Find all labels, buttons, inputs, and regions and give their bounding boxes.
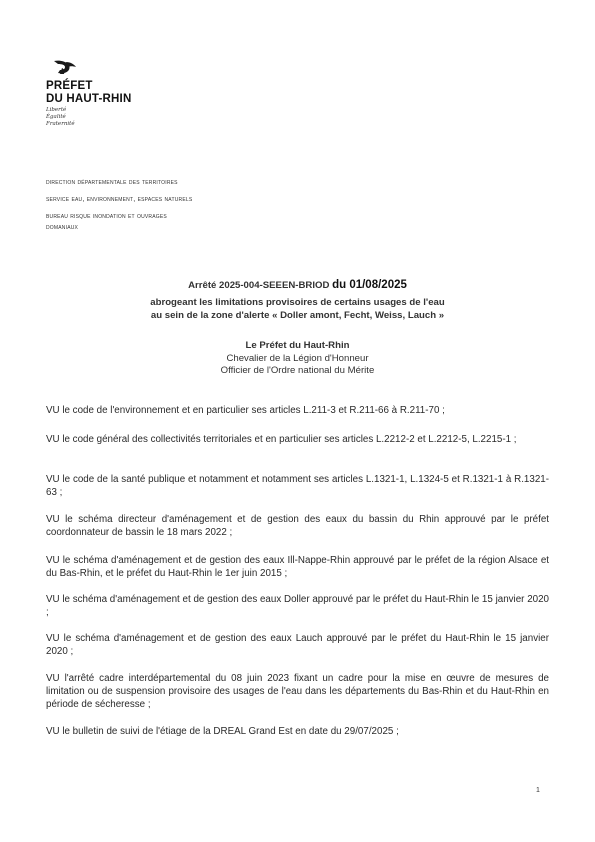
consideration-paragraph: VU le code de la santé publique et notamment et notamment ses articles L.1321-1, L.1324-5 et R.1321-1 à R.1321-63 ; bbox=[46, 474, 549, 498]
consideration-paragraph: VU l'arrêté cadre interdépartemental du 08 juin 2023 fixant un cadre pour la mise en œuvre de mesures de limitation ou de suspension provisoire des usages de l'eau dans les départements du Bas-Rhin et du Haut-Rhin en période de sécheresse ; bbox=[46, 673, 549, 710]
arrete-date: du 01/08/2025 bbox=[332, 279, 407, 291]
arrete-subtitle-line1: abrogeant les limitations provisoires de certains usages de l'eau bbox=[150, 297, 445, 308]
prefet-title-line2: DU HAUT-RHIN bbox=[46, 93, 132, 105]
consideration-paragraph: VU le schéma directeur d'aménagement et de gestion des eaux du bassin du Rhin approuvé par le préfet coordonnateur de bassin le 18 mars 2022 ; bbox=[46, 514, 549, 538]
issuing-service bbox=[46, 176, 296, 232]
service-line-bureau: bureau risque inondation et ouvrages bbox=[46, 211, 167, 220]
consideration-paragraph: VU le schéma d'aménagement et de gestion des eaux Lauch approuvé par le préfet du Haut-Rhin le 15 janvier 2020 ; bbox=[46, 633, 549, 657]
motto-egalite: Égalité bbox=[46, 114, 66, 120]
prefect-name: Le Préfet du Haut-Rhin bbox=[245, 340, 350, 351]
motto-liberte: Liberté bbox=[46, 107, 67, 113]
consideration-paragraph: VU le schéma d'aménagement et de gestion des eaux Doller approuvé par le préfet du Haut-Rhin le 15 janvier 2020 ; bbox=[46, 594, 549, 618]
service-line-directorate: direction départementale des territoires bbox=[46, 177, 178, 186]
prefet-title bbox=[46, 80, 131, 106]
consideration-paragraph: VU le code général des collectivités territoriales et en particulier ses articles L.2212-2 et L.2212-5, L.2215-1 ; bbox=[46, 434, 517, 445]
motto-fraternite: Fraternité bbox=[46, 121, 75, 127]
service-line-department: service eau, environnement, espaces naturels bbox=[46, 194, 193, 203]
consideration-paragraph: VU le bulletin de suivi de l'étiage de la DREAL Grand Est en date du 29/07/2025 ; bbox=[46, 726, 399, 737]
prefect-block bbox=[0, 340, 595, 378]
arrete-subtitle-line2: au sein de la zone d'alerte « Doller amont, Fecht, Weiss, Lauch » bbox=[150, 309, 445, 321]
prefect-title-legion: Chevalier de la Légion d'Honneur bbox=[226, 352, 369, 364]
page-number: 1 bbox=[536, 787, 540, 794]
prefect-title-merite: Officier de l'Ordre national du Mérite bbox=[220, 365, 375, 376]
consideration-paragraph: VU le code de l'environnement et en particulier ses articles L.211-3 et R.211-66 à R.211-70 ; bbox=[46, 405, 445, 416]
republic-motto bbox=[46, 107, 131, 128]
consideration-paragraph: VU le schéma d'aménagement et de gestion des eaux Ill-Nappe-Rhin approuvé par le préfet de la région Alsace et du Bas-Rhin, et le préfet du Haut-Rhin le 1er juin 2015 ; bbox=[46, 555, 549, 579]
prefet-title-line1: PRÉFET bbox=[46, 80, 93, 92]
service-line-bureau-cont: domaniaux bbox=[46, 222, 79, 231]
marianne-logo-icon bbox=[46, 58, 80, 76]
prefecture-logo-block bbox=[46, 58, 131, 128]
arrete-reference: Arrêté 2025-004-SEEEN-BRIOD bbox=[188, 280, 330, 291]
arrete-title bbox=[0, 279, 595, 292]
arrete-subtitle bbox=[0, 297, 595, 322]
